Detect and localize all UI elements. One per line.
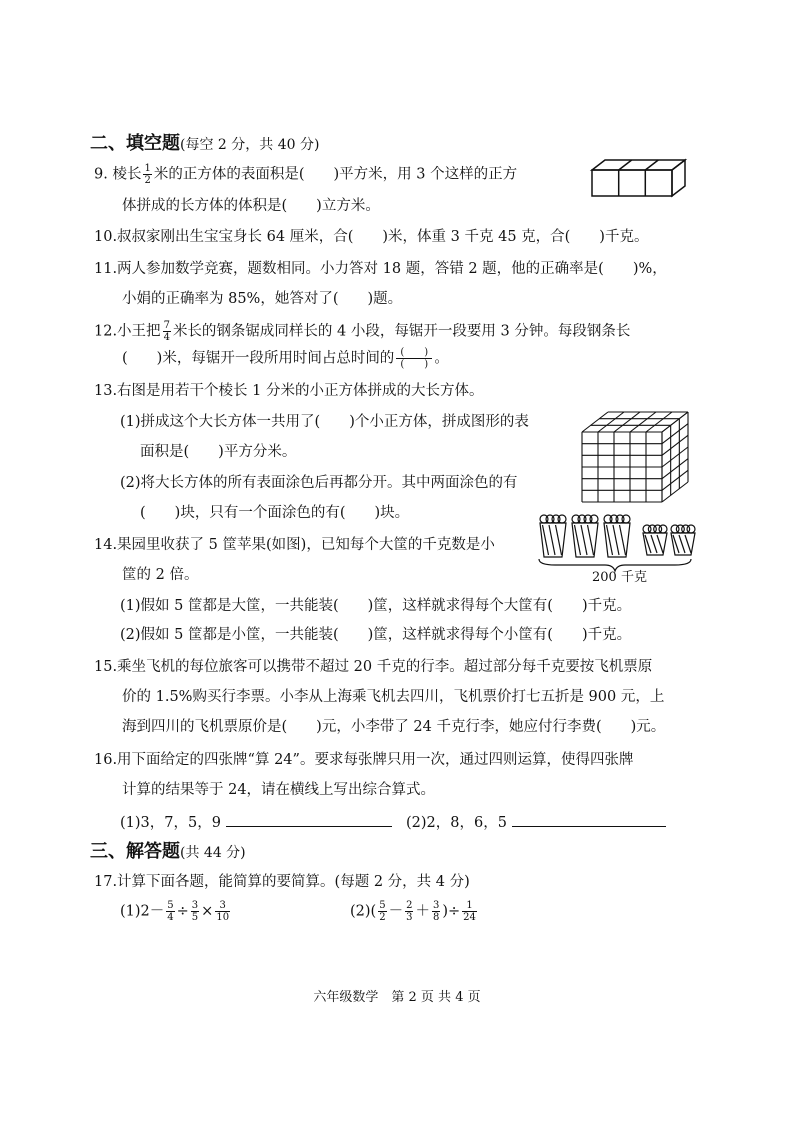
q12-text-d: 。 (434, 350, 449, 367)
section-3-note: (共 44 分) (180, 845, 246, 861)
q9-text-a: 9. 棱长 (94, 166, 142, 183)
q17-e2-frac-3 (432, 900, 440, 923)
q9-frac-den: 2 (144, 175, 151, 186)
q12-blank-fraction[interactable] (396, 347, 432, 370)
q17-e2-op-1: － (388, 903, 404, 920)
section-2-title: 二、填空题 (90, 133, 180, 154)
q17-expr-2 (350, 900, 479, 923)
q12-frac-num: 7 (163, 320, 170, 331)
q14-line2: 筐的 2 倍。 (122, 567, 199, 583)
section-2-note: (每空 2 分，共 40 分) (180, 137, 320, 153)
q17-e1-frac-2 (191, 900, 199, 923)
frac-num: 3 (191, 900, 199, 911)
q12-text-b: 米长的钢条锯成同样长的 4 小段，每锯开一段要用 3 分钟。每段钢条长 (172, 323, 631, 340)
q14-sub1: (1)假如 5 筐都是大筐，一共能装( )筐，这样就求得每个大筐有( )千克。 (120, 598, 632, 614)
q16-line2: 计算的结果等于 24，请在横线上写出综合算式。 (122, 782, 436, 798)
q13-line1: 13.右图是用若干个棱长 1 分米的小正方体拼成的大长方体。 (94, 383, 484, 399)
q17-e1-frac-3 (215, 900, 230, 923)
frac-num: 2 (406, 900, 413, 911)
q11-line2: 小娟的正确率为 85%，她答对了( )题。 (122, 291, 403, 307)
q9-line1 (94, 163, 517, 186)
frac-den: 2 (379, 912, 386, 923)
frac-num: 5 (167, 900, 174, 911)
q9-text-b: 米的正方体的表面积是( )平方米，用 3 个这样的正方 (153, 166, 518, 183)
q17-e2-op-2: ＋ (415, 903, 430, 920)
q16-cards-1: (1)3，7，5，9 (120, 815, 221, 831)
q12-line1 (94, 320, 630, 343)
q17-e2-frac-4 (462, 900, 477, 923)
page-footer: 六年级数学 第 2 页 共 4 页 (313, 990, 481, 1005)
q17-e1-op-2: × (201, 903, 214, 920)
cube-row-figure (590, 158, 690, 198)
section-3-title: 三、解答题 (90, 841, 180, 862)
q12-frac-den: 4 (163, 332, 170, 343)
q13-sub2b: ( )块，只有一个面涂色的有( )块。 (140, 505, 410, 521)
frac-num: 3 (215, 900, 230, 912)
frac-num: 5 (379, 900, 386, 911)
q16-line1: 16.用下面给定的四张牌“算 24”。要求每张牌只用一次，通过四则运算，使得四张牌 (94, 752, 634, 768)
q9-fraction (143, 163, 151, 186)
q16-answer-line-2[interactable] (512, 812, 666, 827)
frac-den: 5 (191, 912, 199, 923)
q17-e2-frac-1 (378, 900, 386, 923)
q12-text-a: 12.小王把 (94, 323, 161, 340)
q12-blank-den: ( ) (400, 359, 429, 370)
section-2-heading (90, 133, 319, 156)
q17-line1: 17.计算下面各题，能简算的要简算。(每题 2 分，共 4 分) (94, 874, 470, 890)
frac-den: 24 (463, 912, 476, 923)
q13-sub1b: 面积是( )平方分米。 (140, 444, 297, 460)
q17-e2-op-3: )÷ (442, 903, 461, 920)
frac-num: 3 (432, 900, 440, 911)
q17-e1-frac-1 (166, 900, 174, 923)
q10-line1: 10.叔叔家刚出生宝宝身长 64 厘米，合( )米，体重 3 千克 45 克，合( )千克。 (94, 229, 649, 245)
q17-e1-op-1: ÷ (176, 903, 189, 920)
q15-line2: 价的 1.5%购买行李票。小李从上海乘飞机去四川，飞机票价打七五折是 900 元，上 (122, 689, 665, 705)
q13-sub2: (2)将大长方体的所有表面涂色后再都分开。其中两面涂色的有 (120, 475, 518, 491)
frac-den: 4 (167, 912, 174, 923)
q16-cards-2: (2)2，8，6，5 (406, 815, 507, 831)
q12-blank-num: ( ) (396, 347, 432, 359)
q16-problem-1 (120, 812, 392, 833)
frac-den: 10 (216, 912, 230, 923)
q12-text-c: ( )米，每锯开一段所用时间占总时间的 (122, 350, 395, 367)
q12-fraction (163, 320, 171, 343)
q17-e2-frac-2 (405, 900, 413, 923)
section-3-heading (90, 841, 246, 864)
large-cuboid-figure (580, 410, 692, 504)
q16-problem-2 (406, 812, 666, 833)
q15-line3: 海到四川的飞机票原价是( )元，小李带了 24 千克行李，她应付行李费( )元。 (122, 719, 666, 735)
q17-e1-pre: (1)2－ (120, 903, 165, 920)
q15-line1: 15.乘坐飞机的每位旅客可以携带不超过 20 千克的行李。超过部分每千克要按飞机票原 (94, 659, 653, 675)
frac-num: 1 (462, 900, 477, 912)
q14-sub2: (2)假如 5 筐都是小筐，一共能装( )筐，这样就求得每个小筐有( )千克。 (120, 627, 632, 643)
q9-frac-num: 1 (144, 163, 151, 174)
frac-den: 8 (432, 912, 440, 923)
q17-e2-pre: (2)( (350, 903, 377, 920)
frac-den: 3 (406, 912, 413, 923)
q13-sub1: (1)拼成这个大长方体一共用了( )个小正方体，拼成图形的表 (120, 414, 529, 430)
q17-expr-1 (120, 900, 232, 923)
q11-line1: 11.两人参加数学竞赛，题数相同。小力答对 18 题，答错 2 题，他的正确率是( )%， (94, 261, 667, 277)
q9-line2: 体拼成的长方体的体积是( )立方米。 (122, 198, 380, 214)
q12-line2 (122, 347, 449, 370)
brace-label: 200 千克 (592, 570, 647, 585)
q16-answer-line-1[interactable] (226, 812, 392, 827)
q14-line1: 14.果园里收获了 5 筐苹果(如图)，已知每个大筐的千克数是小 (94, 537, 495, 553)
